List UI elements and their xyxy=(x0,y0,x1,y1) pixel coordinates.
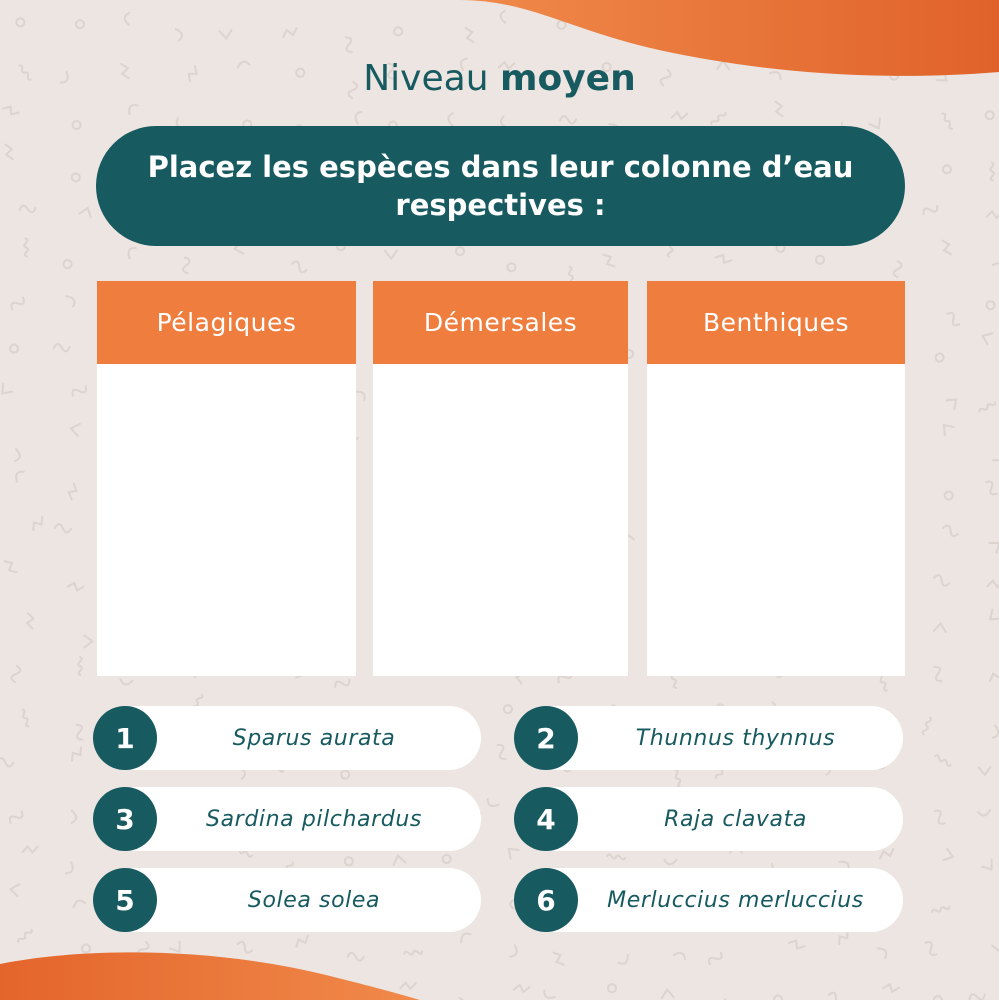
column-drop-area-benthiques[interactable] xyxy=(647,364,905,676)
column-pelagiques xyxy=(97,281,356,676)
species-name: Merluccius merluccius xyxy=(607,887,864,913)
column-drop-area-demersales[interactable] xyxy=(373,364,628,676)
instruction-banner xyxy=(96,126,905,246)
bottom-orange-wave-decoration xyxy=(0,950,420,1000)
level-title xyxy=(0,58,999,99)
species-number-badge: 4 xyxy=(514,787,578,851)
species-name: Sardina pilchardus xyxy=(206,806,422,832)
species-number-badge: 2 xyxy=(514,706,578,770)
column-drop-area-pelagiques[interactable] xyxy=(97,364,356,676)
species-number-badge: 1 xyxy=(93,706,157,770)
species-item-6[interactable] xyxy=(514,868,903,932)
species-number-badge: 3 xyxy=(93,787,157,851)
species-number-badge: 5 xyxy=(93,868,157,932)
species-number-badge: 6 xyxy=(514,868,578,932)
species-item-4[interactable] xyxy=(514,787,903,851)
column-demersales xyxy=(373,281,628,676)
column-header-demersales: Démersales xyxy=(373,281,628,364)
species-item-3[interactable] xyxy=(93,787,481,851)
instruction-text: Placez les espèces dans leur colonne d’eau respectives : xyxy=(147,150,854,222)
species-item-1[interactable] xyxy=(93,706,481,770)
column-header-pelagiques: Pélagiques xyxy=(97,281,356,364)
species-name: Thunnus thynnus xyxy=(635,725,836,751)
species-name: Solea solea xyxy=(247,887,381,913)
level-prefix: Niveau xyxy=(363,58,489,99)
column-benthiques xyxy=(647,281,905,676)
level-name: moyen xyxy=(499,58,636,99)
species-name: Sparus aurata xyxy=(232,725,396,751)
species-item-2[interactable] xyxy=(514,706,903,770)
species-item-5[interactable] xyxy=(93,868,481,932)
species-name: Raja clavata xyxy=(664,806,807,832)
column-header-benthiques: Benthiques xyxy=(647,281,905,364)
